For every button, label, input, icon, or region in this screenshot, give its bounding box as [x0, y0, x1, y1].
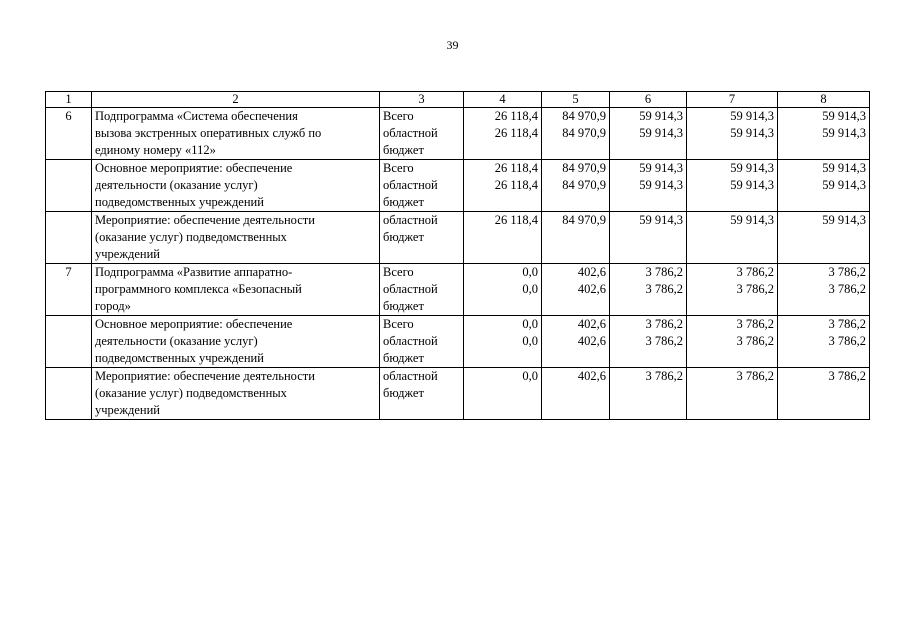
value: 3 786,2 — [828, 334, 866, 348]
column-header: 2 — [92, 92, 380, 108]
value-cell — [610, 368, 687, 420]
value: 59 914,3 — [639, 161, 683, 175]
value: 59 914,3 — [822, 109, 866, 123]
program-name-line: вызова экстренных оперативных служб по — [95, 126, 322, 140]
value: 3 786,2 — [828, 282, 866, 296]
funding-source — [380, 264, 464, 316]
value: 402,6 — [577, 317, 606, 331]
value: 59 914,3 — [730, 213, 774, 227]
funding-source-line: областной — [383, 334, 438, 348]
column-header: 4 — [464, 92, 542, 108]
value: 3 786,2 — [736, 317, 774, 331]
value: 59 914,3 — [822, 126, 866, 140]
program-name-line: Основное мероприятие: обеспечение — [95, 161, 293, 175]
value-cell — [687, 160, 778, 212]
program-name-line: деятельности (оказание услуг) — [95, 334, 258, 348]
funding-source — [380, 316, 464, 368]
value: 3 786,2 — [736, 334, 774, 348]
value: 3 786,2 — [645, 265, 683, 279]
table-row — [46, 368, 870, 420]
value-cell — [687, 212, 778, 264]
value: 402,6 — [577, 282, 606, 296]
program-name-line: Основное мероприятие: обеспечение — [95, 317, 293, 331]
value-cell — [464, 160, 542, 212]
column-header: 1 — [46, 92, 92, 108]
row-index: 6 — [46, 108, 92, 160]
program-name — [92, 160, 380, 212]
program-name — [92, 368, 380, 420]
value: 3 786,2 — [645, 334, 683, 348]
value: 59 914,3 — [730, 126, 774, 140]
program-name-line: учреждений — [95, 403, 160, 417]
value: 402,6 — [577, 265, 606, 279]
program-name-line: (оказание услуг) подведомственных — [95, 386, 287, 400]
value: 3 786,2 — [828, 317, 866, 331]
value: 59 914,3 — [639, 178, 683, 192]
program-name-line: Подпрограмма «Развитие аппаратно- — [95, 265, 293, 279]
value-cell — [778, 368, 870, 420]
value: 84 970,9 — [562, 126, 606, 140]
value: 3 786,2 — [828, 369, 866, 383]
column-header: 6 — [610, 92, 687, 108]
value-cell — [687, 108, 778, 160]
value-cell — [542, 316, 610, 368]
value: 59 914,3 — [639, 126, 683, 140]
value-cell — [542, 212, 610, 264]
value-cell — [464, 108, 542, 160]
table-row — [46, 108, 870, 160]
funding-source-line: Всего — [383, 317, 414, 331]
value: 0,0 — [522, 334, 538, 348]
value: 402,6 — [577, 334, 606, 348]
value-cell — [610, 212, 687, 264]
column-header: 8 — [778, 92, 870, 108]
budget-table — [45, 91, 870, 420]
table-row — [46, 264, 870, 316]
funding-source-line: бюджет — [383, 143, 424, 157]
funding-source-line: бюджет — [383, 230, 424, 244]
value: 59 914,3 — [822, 161, 866, 175]
value-cell — [610, 108, 687, 160]
program-name-line: Мероприятие: обеспечение деятельности — [95, 369, 315, 383]
funding-source-line: бюджет — [383, 351, 424, 365]
program-name-line: подведомственных учреждений — [95, 351, 264, 365]
value: 59 914,3 — [730, 109, 774, 123]
program-name — [92, 264, 380, 316]
value: 84 970,9 — [562, 178, 606, 192]
funding-source — [380, 368, 464, 420]
value: 402,6 — [577, 369, 606, 383]
value-cell — [542, 108, 610, 160]
funding-source-line: областной — [383, 282, 438, 296]
funding-source-line: областной — [383, 126, 438, 140]
column-header: 3 — [380, 92, 464, 108]
funding-source-line: Всего — [383, 109, 414, 123]
value-cell — [778, 316, 870, 368]
funding-source-line: бюджет — [383, 386, 424, 400]
value: 59 914,3 — [730, 161, 774, 175]
value-cell — [687, 368, 778, 420]
value-cell — [610, 264, 687, 316]
value: 84 970,9 — [562, 109, 606, 123]
value: 3 786,2 — [645, 282, 683, 296]
value: 59 914,3 — [822, 178, 866, 192]
value-cell — [778, 108, 870, 160]
funding-source-line: областной — [383, 178, 438, 192]
value: 26 118,4 — [494, 161, 538, 175]
value: 59 914,3 — [639, 213, 683, 227]
value: 0,0 — [522, 265, 538, 279]
value-cell — [542, 160, 610, 212]
value-cell — [687, 316, 778, 368]
value-cell — [464, 316, 542, 368]
program-name-line: город» — [95, 299, 131, 313]
value-cell — [778, 212, 870, 264]
value: 26 118,4 — [494, 178, 538, 192]
value-cell — [778, 160, 870, 212]
value: 59 914,3 — [822, 213, 866, 227]
program-name-line: деятельности (оказание услуг) — [95, 178, 258, 192]
value: 84 970,9 — [562, 161, 606, 175]
value: 59 914,3 — [730, 178, 774, 192]
funding-source-line: бюджет — [383, 195, 424, 209]
row-index — [46, 212, 92, 264]
value-cell — [542, 264, 610, 316]
value-cell — [687, 264, 778, 316]
program-name — [92, 212, 380, 264]
row-index — [46, 368, 92, 420]
value-cell — [464, 264, 542, 316]
table-row — [46, 212, 870, 264]
program-name-line: Подпрограмма «Система обеспечения — [95, 109, 298, 123]
value: 3 786,2 — [736, 282, 774, 296]
funding-source-line: областной — [383, 213, 438, 227]
row-index — [46, 160, 92, 212]
value-cell — [464, 368, 542, 420]
value: 0,0 — [522, 369, 538, 383]
column-header: 7 — [687, 92, 778, 108]
value: 3 786,2 — [645, 317, 683, 331]
funding-source-line: бюджет — [383, 299, 424, 313]
funding-source-line: областной — [383, 369, 438, 383]
value-cell — [464, 212, 542, 264]
value: 0,0 — [522, 282, 538, 296]
value-cell — [610, 316, 687, 368]
funding-source — [380, 160, 464, 212]
value: 59 914,3 — [639, 109, 683, 123]
value: 3 786,2 — [828, 265, 866, 279]
page-number: 39 — [446, 38, 459, 52]
funding-source — [380, 108, 464, 160]
column-header-row — [46, 92, 870, 108]
value-cell — [610, 160, 687, 212]
program-name-line: учреждений — [95, 247, 160, 261]
program-name — [92, 316, 380, 368]
value: 26 118,4 — [494, 109, 538, 123]
value-cell — [778, 264, 870, 316]
program-name-line: подведомственных учреждений — [95, 195, 264, 209]
value: 26 118,4 — [494, 213, 538, 227]
funding-source-line: Всего — [383, 265, 414, 279]
row-index — [46, 316, 92, 368]
value-cell — [542, 368, 610, 420]
program-name-line: программного комплекса «Безопасный — [95, 282, 302, 296]
program-name-line: единому номеру «112» — [95, 143, 216, 157]
funding-source-line: Всего — [383, 161, 414, 175]
value: 84 970,9 — [562, 213, 606, 227]
column-header: 5 — [542, 92, 610, 108]
value: 3 786,2 — [645, 369, 683, 383]
funding-source — [380, 212, 464, 264]
program-name-line: Мероприятие: обеспечение деятельности — [95, 213, 315, 227]
row-index: 7 — [46, 264, 92, 316]
value: 3 786,2 — [736, 265, 774, 279]
value: 26 118,4 — [494, 126, 538, 140]
program-name — [92, 108, 380, 160]
value: 0,0 — [522, 317, 538, 331]
table-row — [46, 160, 870, 212]
table-row — [46, 316, 870, 368]
program-name-line: (оказание услуг) подведомственных — [95, 230, 287, 244]
value: 3 786,2 — [736, 369, 774, 383]
